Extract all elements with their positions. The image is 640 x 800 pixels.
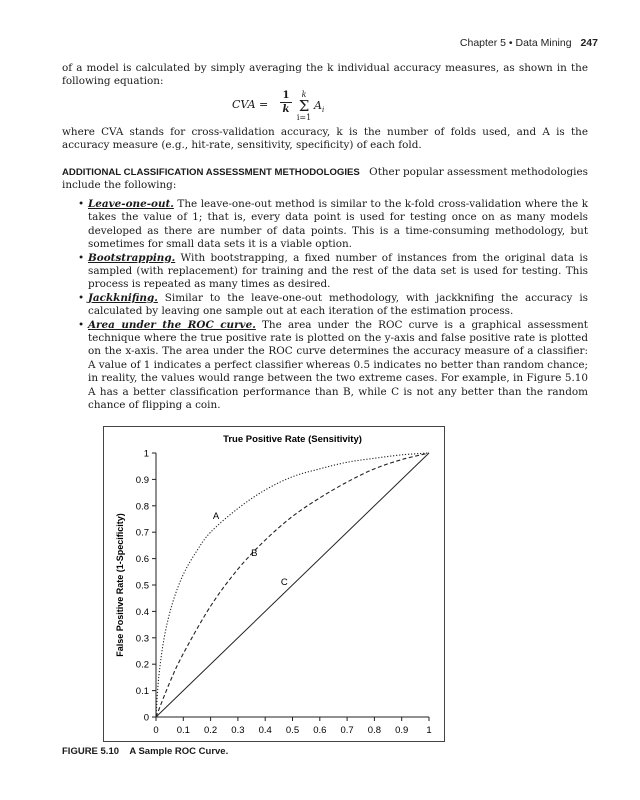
equation-fraction xyxy=(280,90,292,117)
equation-term: $A_i$ xyxy=(314,99,325,115)
roc-chart xyxy=(104,427,444,741)
x-tick-label: 0.6 xyxy=(313,725,327,736)
x-tick-label: 0.1 xyxy=(176,725,190,736)
page-number: 247 xyxy=(580,37,598,49)
y-tick-label: 0.8 xyxy=(135,501,149,513)
sigma-symbol: Σ xyxy=(298,97,310,115)
x-tick-label: 0.7 xyxy=(340,725,354,736)
chart-title: True Positive Rate (Sensitivity) xyxy=(223,434,362,445)
list-item xyxy=(78,198,588,252)
x-tick-label: 0.3 xyxy=(231,725,245,736)
sum-lower-limit: i=1 xyxy=(296,113,312,122)
x-tick-label: 0.4 xyxy=(258,725,272,736)
paragraph-section xyxy=(62,166,588,193)
sum-upper-limit: k xyxy=(301,90,307,99)
fraction-numerator: 1 xyxy=(280,90,292,103)
y-tick-label: 0.6 xyxy=(135,554,149,566)
bullet-text: The area under the ROC curve is a graphical assessment technique where the true positive rate is plotted on the y-axis and false positive rate is plotted on the x-axis. The area under the ROC curve determines the accuracy measure of a classifier: A value of 1 indicates a perfect classifier whereas 0.5 indicates no better than random chance; in reality, the values would range between the two extreme cases. For example, in Figure 5.10 A has a better classification performance than B, while C is not any better than the random chance of flipping a coin. xyxy=(88,318,588,412)
y-tick-label: 0 xyxy=(143,712,149,724)
y-tick-label: 0.7 xyxy=(135,527,149,539)
fraction-denominator: k xyxy=(282,104,290,115)
paragraph-definitions: where CVA stands for cross-validation accuracy, k is the number of folds used, and A is the accuracy measure (e.g., hit-rate, sensitivity, specificity) of each fold. xyxy=(62,126,588,152)
bullet-text: Similar to the leave-one-out methodology, with jackknifing the accuracy is calculated by leaving one sample out at each iteration of the estimation process. xyxy=(88,291,588,318)
roc-chart-frame xyxy=(103,426,445,742)
list-item xyxy=(78,292,588,319)
caption-text: A Sample ROC Curve. xyxy=(129,746,229,757)
x-tick-label: 0.9 xyxy=(395,725,409,736)
x-tick-label: 0 xyxy=(153,725,159,736)
y-tick-label: 0.1 xyxy=(135,686,149,698)
list-item xyxy=(78,319,588,413)
bullet-term: Bootstrapping. xyxy=(88,251,176,264)
x-tick-label: 0.8 xyxy=(367,725,382,736)
x-tick-label: 1 xyxy=(426,725,432,736)
figure-caption xyxy=(62,746,228,757)
section-intro: Other popular assessment methodologies include the following: xyxy=(62,166,588,192)
bullet-term: Jackknifing. xyxy=(88,291,158,304)
x-tick-label: 0.2 xyxy=(203,725,218,736)
y-tick-label: 0.4 xyxy=(135,606,149,618)
chapter-label: Chapter 5 • Data Mining xyxy=(459,37,572,49)
paragraph-intro: of a model is calculated by simply averaging the k individual accuracy measures, as shown in the following equation: xyxy=(62,62,588,88)
running-head xyxy=(460,37,598,49)
curve-label-b: B xyxy=(251,547,258,559)
series-line-c xyxy=(156,453,429,717)
methodology-list xyxy=(78,198,588,413)
y-tick-label: 0.2 xyxy=(135,659,149,671)
bullet-text: The leave-one-out method is similar to the k-fold cross-validation where the k takes the value of 1; that is, every data point is used for testing once on as many models developed as there are number of data points. This is a time-consuming methodology, but sometimes for small data sets it is a viable option. xyxy=(88,198,588,251)
list-item xyxy=(78,252,588,292)
y-axis-label: False Positive Rate (1-Specificity) xyxy=(115,513,125,657)
y-tick-label: 0.9 xyxy=(135,474,149,486)
summation xyxy=(296,90,312,122)
x-tick-label: 0.5 xyxy=(285,725,300,736)
y-tick-label: 1 xyxy=(143,448,149,460)
bullet-term: Area under the ROC curve. xyxy=(88,318,256,331)
bullet-term: Leave-one-out. xyxy=(88,198,174,210)
equation-lhs: CVA = xyxy=(232,98,269,111)
y-tick-label: 0.3 xyxy=(135,633,149,645)
y-tick-label: 0.5 xyxy=(135,580,149,592)
curve-label-a: A xyxy=(212,511,220,522)
section-heading: ADDITIONAL CLASSIFICATION ASSESSMENT METHODOLOGIES xyxy=(62,167,360,178)
figure-number: FIGURE 5.10 xyxy=(62,746,120,757)
bullet-text: With bootstrapping, a fixed number of instances from the original data is sampled (with replacement) for training and the rest of the data set is used for testing. This process is repeated as many times as desired. xyxy=(88,251,588,291)
curve-label-c: C xyxy=(280,577,288,588)
